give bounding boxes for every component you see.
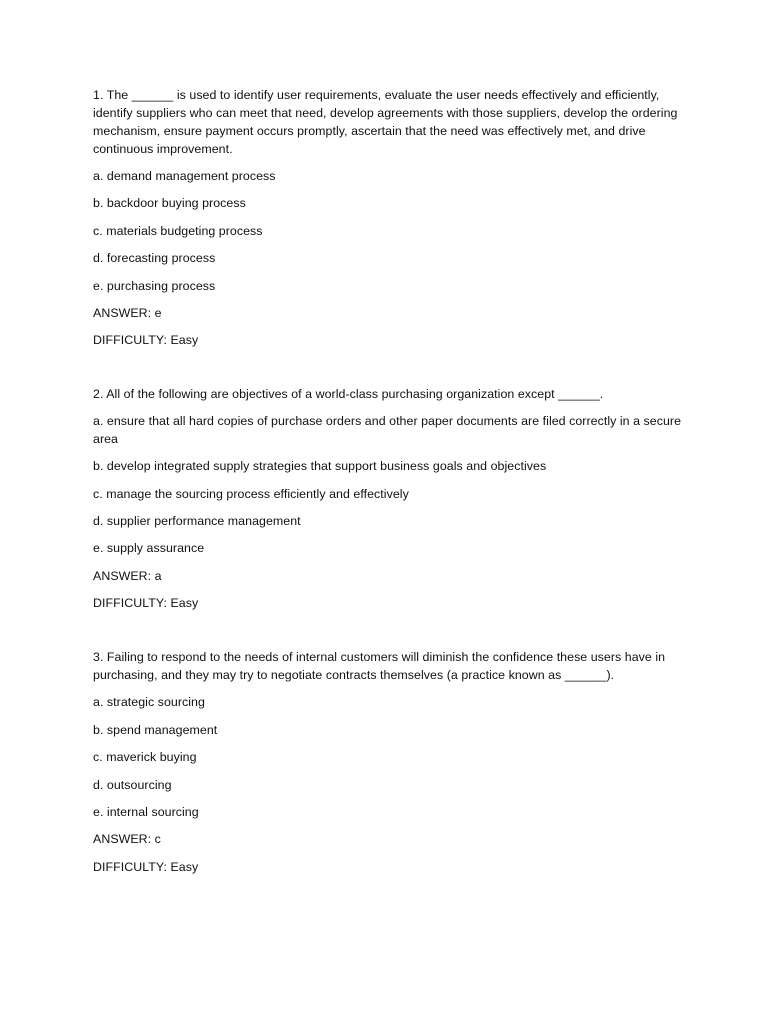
question-2-answer: ANSWER: a <box>93 568 162 583</box>
question-3-option-e: e. internal sourcing <box>93 805 199 820</box>
question-1-answer: ANSWER: e <box>93 305 162 320</box>
question-1-option-d: d. forecasting process <box>93 251 216 266</box>
question-spacer <box>93 621 683 648</box>
question-2-option-b: b. develop integrated supply strategies that support business goals and objectives <box>93 459 547 474</box>
question-1-option-c: c. materials budgeting process <box>93 223 263 238</box>
question-2-option-d: d. supplier performance management <box>93 513 301 528</box>
question-3-option-c: c. maverick buying <box>93 750 197 765</box>
question-2-option-e: e. supply assurance <box>93 541 205 556</box>
question-2-option-c: c. manage the sourcing process efficiently and effectively <box>93 486 409 501</box>
question-3-option-d: d. outsourcing <box>93 777 172 792</box>
question-1 <box>93 86 683 349</box>
question-1-option-a: a. demand management process <box>93 169 276 183</box>
question-3-difficulty: DIFFICULTY: Easy <box>93 859 199 874</box>
question-3-option-a: a. strategic sourcing <box>93 695 205 710</box>
question-spacer <box>93 359 683 385</box>
question-1-stem: 1. The ______ is used to identify user requirements, evaluate the user needs effectively and efficiently, identify suppliers who can meet that need, develop agreements with those suppliers, develop the ordering mechanism, ensure payment occurs promptly, ascertain that the need was effectively met, and drive continuous improvement. <box>93 88 678 156</box>
question-3-stem: 3. Failing to respond to the needs of internal customers will diminish the confidence these users have in purchasing, and they may try to negotiate contracts themselves (a practice known as ______). <box>93 650 666 683</box>
question-3-option-b: b. spend management <box>93 722 218 737</box>
question-2 <box>93 385 683 612</box>
document-content <box>93 86 683 885</box>
question-2-option-a: a. ensure that all hard copies of purchase orders and other paper documents are filed correctly in a secure area <box>93 413 682 446</box>
question-2-difficulty: DIFFICULTY: Easy <box>93 596 199 611</box>
question-1-option-e: e. purchasing process <box>93 278 216 293</box>
question-1-option-b: b. backdoor buying process <box>93 196 246 211</box>
question-2-stem: 2. All of the following are objectives of a world-class purchasing organization except ______. <box>93 386 604 401</box>
question-3-answer: ANSWER: c <box>93 832 161 847</box>
question-3 <box>93 648 683 875</box>
question-1-difficulty: DIFFICULTY: Easy <box>93 333 199 348</box>
